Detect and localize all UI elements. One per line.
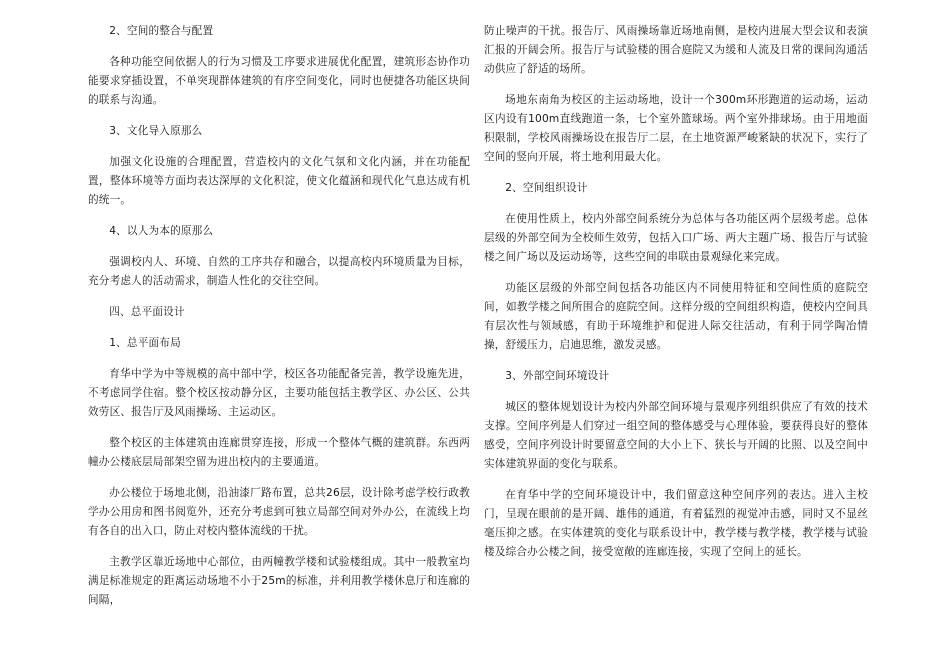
paragraph: 在使用性质上，校内外部空间系统分为总体与各功能区两个层级考虑。总体层级的外部空间为全校师生效劳，包括入口广场、两大主题广场、报告厅与试验楼之间广场以及运动场等，这些空间的串联由景观绿化来完成。 — [484, 213, 868, 263]
paragraph: 整个校区的主体建筑由连廊贯穿连接，形成一个整体气概的建筑群。东西两幢办公楼底层局部架空留为进出校内的主要通道。 — [88, 437, 470, 468]
paragraph: 主教学区靠近场地中心部位，由两幢教学楼和试验楼组成。其中一般教室均满足标准规定的距离运动场地不小于25m的标准，并利用教学楼休息厅和连廊的间隔， — [88, 556, 470, 606]
right-column — [484, 22, 868, 562]
paragraph: 各种功能空间依据人的行为习惯及工序要求进展优化配置，建筑形态协作功能要求穿插设置，不单突现群体建筑的有序空间变化，同时也便捷各功能区块间的联系与沟通。 — [88, 56, 470, 106]
section-heading: 3、文化导入原那么 — [109, 125, 203, 137]
chapter-heading: 四、总平面设计 — [109, 306, 185, 318]
paragraph-continued: 防止噪声的干扰。报告厅、风雨操场靠近场地南侧，是校内进展大型会议和表演汇报的开阔会所。报告厅与试验楼的围合庭院又为缓和人流及日常的课间沟通活动供应了舒适的场所。 — [484, 25, 868, 75]
section-heading: 3、外部空间环境设计 — [505, 370, 610, 382]
paragraph: 城区的整体规划设计为校内外部空间环境与景观序列组织供应了有效的技术支撑。空间序列是人们穿过一组空间的整体感受与心理体验，要获得良好的整体感受，空间序列设计时要留意空间的大小上下、狭长与开阔的比照、以及空间中实体建筑界面的变化与联系。 — [484, 401, 868, 470]
section-heading: 2、空间组织设计 — [505, 182, 588, 194]
paragraph: 功能区层级的外部空间包括各功能区内不同使用特征和空间性质的庭院空间，如教学楼之间所围合的庭院空间。这样分级的空间组织构造，使校内空间具有层次性与领域感，有助于环境维护和促进人际交往活动，有利于同学陶冶情操，舒缓压力，启迪思维，激发灵感。 — [484, 282, 868, 351]
section-heading: 1、总平面布局 — [109, 337, 181, 349]
paragraph: 育华中学为中等规模的高中部中学，校区各功能配备完善，教学设施先进，不考虑同学住宿。整个校区按动静分区，主要功能包括主教学区、办公区、公共效劳区、报告厅及风雨操场、主运动区。 — [88, 368, 470, 418]
paragraph: 强调校内人、环境、自然的工序共存和融合，以提高校内环境质量为目标，充分考虑人的活动需求，制造人性化的交往空间。 — [88, 256, 470, 287]
section-heading: 4、以人为本的原那么 — [109, 225, 214, 237]
paragraph: 在育华中学的空间环境设计中，我们留意这种空间序列的表达。进入主校门，呈现在眼前的是开阔、雄伟的通道，有着猛烈的视觉冲击感，同时又不显丝毫压抑之感。在实体建筑的变化与联系设计中，教学楼与教学楼，教学楼与试验楼及综合办公楼之间，接受宽敞的连廊连接，实现了空间上的延长。 — [484, 489, 868, 558]
paragraph: 加强文化设施的合理配置，营造校内的文化气氛和文化内涵，并在功能配置，整体环境等方面均表达深厚的文化积淀，使文化蕴涵和现代化气息达成有机的统一。 — [88, 156, 470, 206]
paragraph: 办公楼位于场地北侧，沿油漆厂路布置，总共26层，设计除考虑学校行政教学办公用房和图书阅览外，还充分考虑到可独立局部空间对外办公，在流线上均有各自的出入口，防止对校内整体流线的干扰。 — [88, 487, 470, 537]
left-column — [88, 22, 470, 610]
section-heading: 2、空间的整合与配置 — [109, 25, 214, 37]
paragraph: 场地东南角为校区的主运动场地，设计一个300m环形跑道的运动场，运动区内设有100m直线跑道一条，七个室外篮球场。两个室外排球场。由于用地面积限制，学校风雨操场设在报告厅二层，在土地资源严峻紧缺的状况下，实行了空间的竖向开展，将土地利用最大化。 — [484, 94, 868, 163]
